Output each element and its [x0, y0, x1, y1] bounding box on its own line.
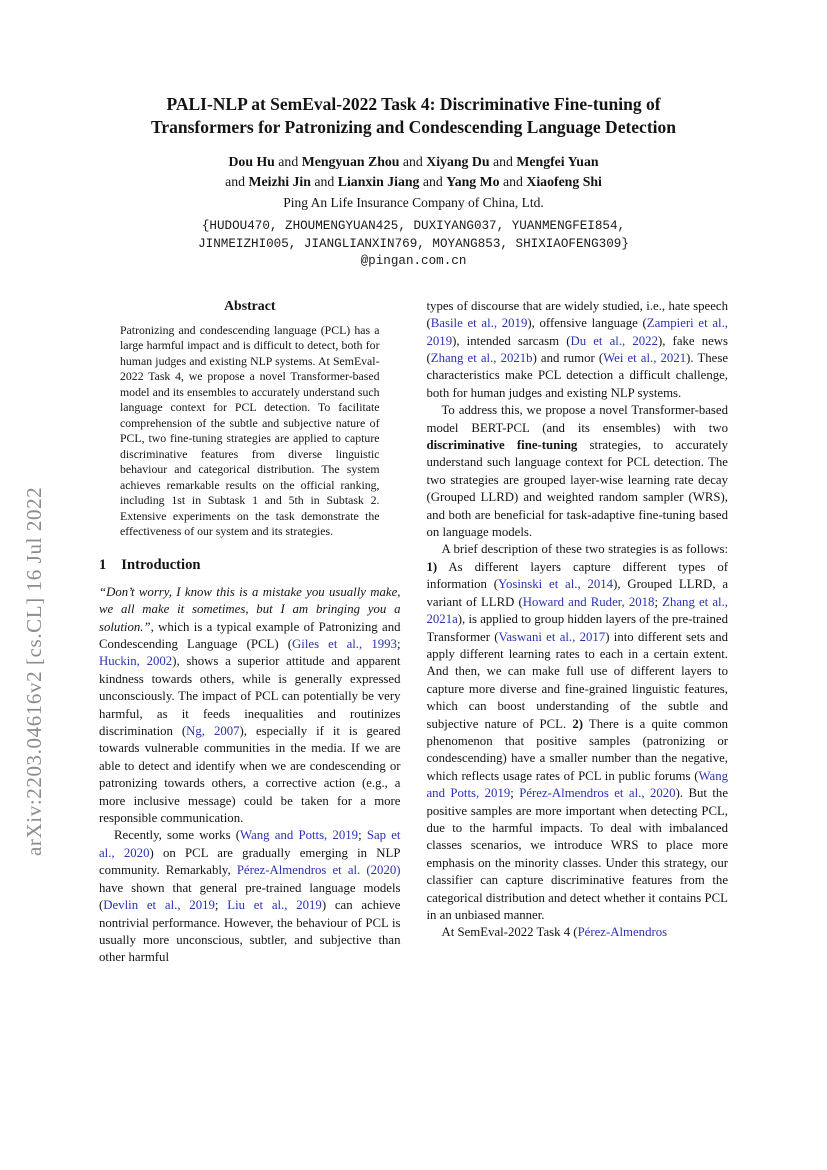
text-segment: Meizhi Jin: [248, 174, 311, 189]
citation-link[interactable]: Huckin, 2002: [99, 654, 173, 669]
email-line-1: {HUDOU470, ZHOUMENGYUAN425, DUXIYANG037, YUANMENGFEI854,: [201, 219, 626, 233]
section-heading-introduction: [99, 557, 401, 574]
paragraph-proposed-model: [427, 402, 729, 541]
citation-link[interactable]: Sap et al., 2020: [99, 828, 401, 860]
text-segment: ). But the positive samples are more important when detecting PCL, due to the harmful impacts. To deal with imbalanced classes scenarios, we introduce WRS to place more emphasis on the minority classes. Under this strategy, our classifier can capture discriminative features from the categorical distribution and detect whether it contains PCL in an unbiased manner.: [426, 786, 728, 922]
text-segment: Recently, some works (: [114, 828, 241, 843]
citation-link[interactable]: Wang and Potts, 2019: [426, 768, 728, 801]
section-title: Introduction: [121, 556, 201, 573]
text-segment: Mengyuan Zhou: [301, 154, 400, 169]
text-segment: ), fake news (: [426, 333, 728, 365]
text-segment: and: [310, 174, 338, 189]
text-segment: A brief description of these two strategies is as follows:: [441, 542, 728, 557]
text-segment: and: [399, 154, 427, 169]
citation-link[interactable]: Du et al., 2022: [570, 333, 658, 348]
author-line-2: [0, 172, 827, 192]
affiliation: Ping An Life Insurance Company of China, Ltd.: [283, 195, 544, 210]
text-segment: ), offensive language (: [527, 316, 647, 331]
text-segment: Mengfei Yuan: [516, 154, 599, 169]
title-line-2: Transformers for Patronizing and Condescending Language Detection: [151, 117, 676, 137]
left-column: [99, 298, 401, 1084]
text-segment: have shown that general pre-trained language models (: [99, 880, 401, 913]
right-column: [427, 298, 729, 1084]
abstract-text: Patronizing and condescending language (PCL) has a large harmful impact and is difficult to detect, both for human judges and existing NLP systems. At SemEval-2022 Task 4, we propose a novel Transformer-based model and its ensembles to accurately understand such language context for PCL detection. To facilitate comprehension of the subtle and subjective nature of PCL, two fine-tuning strategies are applied to capture discriminative features from diverse linguistic behaviour and categorical distribution. The system achieves remarkable results on the official ranking, including 1st in Subtask 1 and 5th in Subtask 2. Extensive experiments on the task demonstrate the effectiveness of our system and its strategies.: [120, 322, 380, 539]
text-segment: To address this, we propose a novel Transformer-based model BERT-PCL (and its ensembles) with two: [426, 403, 728, 435]
citation-link[interactable]: Basile et al., 2019: [430, 316, 528, 331]
author-line-1: [0, 152, 827, 172]
citation-link[interactable]: Devlin et al., 2019: [103, 898, 215, 913]
paragraph-intro-recent-works: [99, 827, 401, 966]
text-segment: ). These characteristics make PCL detection a difficult challenge, both for human judges and existing NLP systems.: [426, 351, 728, 400]
text-segment: Xiyang Du: [426, 154, 490, 169]
text-segment: ;: [510, 786, 520, 801]
text-segment: 2): [572, 716, 583, 731]
arxiv-watermark: arXiv:2203.04616v2 [cs.CL] 16 Jul 2022: [22, 486, 46, 856]
text-segment: As different layers capture different types of information (: [426, 559, 728, 592]
citation-link[interactable]: Yosinski et al., 2014: [497, 577, 614, 592]
citation-link[interactable]: Liu et al., 2019: [227, 898, 322, 913]
text-segment: ) into different sets and apply different learning rates to each in a certain extent. And then, we can make full use of different layers to capture more diverse and fine-grained linguistic features, which can boost understanding of the subtle and subjective nature of PCL.: [426, 629, 728, 731]
text-segment: and: [499, 174, 527, 189]
citation-link[interactable]: Vaswani et al., 2017: [498, 629, 606, 644]
text-segment: There is a quite common phenomenon that positive samples (patronizing or condescending) have a smaller number than the negative, which reflects usage rates of PCL in public forums (: [426, 716, 728, 783]
text-segment: ;: [358, 828, 367, 843]
section-number: 1: [99, 556, 107, 573]
text-segment: ;: [396, 637, 401, 651]
text-segment: ) can achieve nontrivial performance. However, the behaviour of PCL is usually more unconscious, subtler, and subjective than other harmful: [99, 898, 401, 965]
email-block: [0, 218, 827, 271]
citation-link[interactable]: Pérez-Almendros: [577, 925, 668, 940]
citation-link[interactable]: Giles et al., 1993: [292, 637, 397, 651]
text-segment: , which is a typical example of Patronizing and Condescending Language (PCL) (: [99, 619, 401, 651]
citation-link[interactable]: Wang and Potts, 2019: [240, 828, 359, 843]
paragraph-semeval-task: [427, 924, 729, 941]
text-segment: Dou Hu: [228, 154, 275, 169]
text-segment: ) and rumor (: [532, 351, 604, 365]
abstract-heading: Abstract: [224, 297, 276, 313]
paragraph-discourse-types: [427, 298, 729, 402]
text-segment: Lianxin Jiang: [337, 174, 420, 189]
text-segment: discriminative fine-tuning: [426, 438, 578, 453]
text-segment: ;: [654, 594, 663, 609]
citation-link[interactable]: Ng, 2007: [186, 724, 240, 739]
citation-link[interactable]: Pérez-Almendros et al. (2020): [236, 863, 401, 878]
citation-link[interactable]: Zhang et al., 2021a: [426, 594, 728, 627]
citation-link[interactable]: Zampieri et al., 2019: [426, 316, 728, 348]
paper-header: [0, 0, 827, 271]
text-segment: types of discourse that are widely studied, i.e., hate speech (: [426, 298, 728, 331]
email-line-2: JINMEIZHI005, JIANGLIANXIN769, MOYANG853, SHIXIAOFENG309}: [198, 236, 629, 251]
citation-link[interactable]: Wei et al., 2021: [603, 351, 687, 365]
text-segment: ), is applied to group hidden layers of the pre-trained Transformer (: [426, 612, 728, 644]
text-segment: ), shows a superior attitude and apparent kindness towards others, while is generally expressed unconsciously. The impact of PCL can potentially be very harmful, as it feeds inequalities and routinizes discrimination (: [99, 654, 401, 739]
two-column-body: [0, 298, 827, 1084]
text-segment: ), Grouped LLRD, a variant of LLRD (: [426, 577, 728, 609]
paper-title: [0, 93, 827, 139]
text-segment: ), intended sarcasm (: [452, 333, 571, 348]
title-line-1: PALI-NLP at SemEval-2022 Task 4: Discriminative Fine-tuning of: [166, 94, 661, 114]
citation-link[interactable]: Zhang et al., 2021b: [430, 351, 533, 365]
text-segment: and: [419, 174, 447, 189]
text-segment: ;: [214, 898, 228, 913]
text-segment: ) on PCL are gradually emerging in NLP community. Remarkably,: [99, 845, 401, 878]
text-segment: Xiaofeng Shi: [526, 174, 602, 189]
citation-link[interactable]: Howard and Ruder, 2018: [522, 594, 655, 609]
text-segment: and: [489, 154, 517, 169]
text-segment: ), especially if it is geared towards vulnerable communities in the media. If we are able to detect and identify when we are condescending or patronizing towards others, a corrective action (e.g., a more inclusive message) could be taken for a more responsible communication.: [99, 724, 401, 826]
text-segment: Yang Mo: [446, 174, 500, 189]
text-segment: and: [274, 154, 302, 169]
text-segment: and: [225, 174, 249, 189]
text-segment: strategies, to accurately understand such language context for PCL detection. The two strategies are grouped layer-wise learning rate decay (Grouped LLRD) and weighted random sampler (WRS), and both are beneficial for task-adaptive fine-tuning based on language models.: [426, 438, 728, 540]
text-segment: 1): [426, 559, 438, 574]
citation-link[interactable]: Pérez-Almendros et al., 2020: [519, 786, 676, 801]
text-segment: At SemEval-2022 Task 4 (: [441, 925, 578, 940]
author-block: [0, 152, 827, 192]
text-segment: “Don’t worry, I know this is a mistake you usually make, we all make it sometimes, but I am bringing you a solution.”: [99, 584, 401, 634]
paragraph-intro-quote: [99, 584, 401, 828]
email-line-3: @pingan.com.cn: [360, 254, 467, 269]
paragraph-strategies-description: [427, 541, 729, 924]
